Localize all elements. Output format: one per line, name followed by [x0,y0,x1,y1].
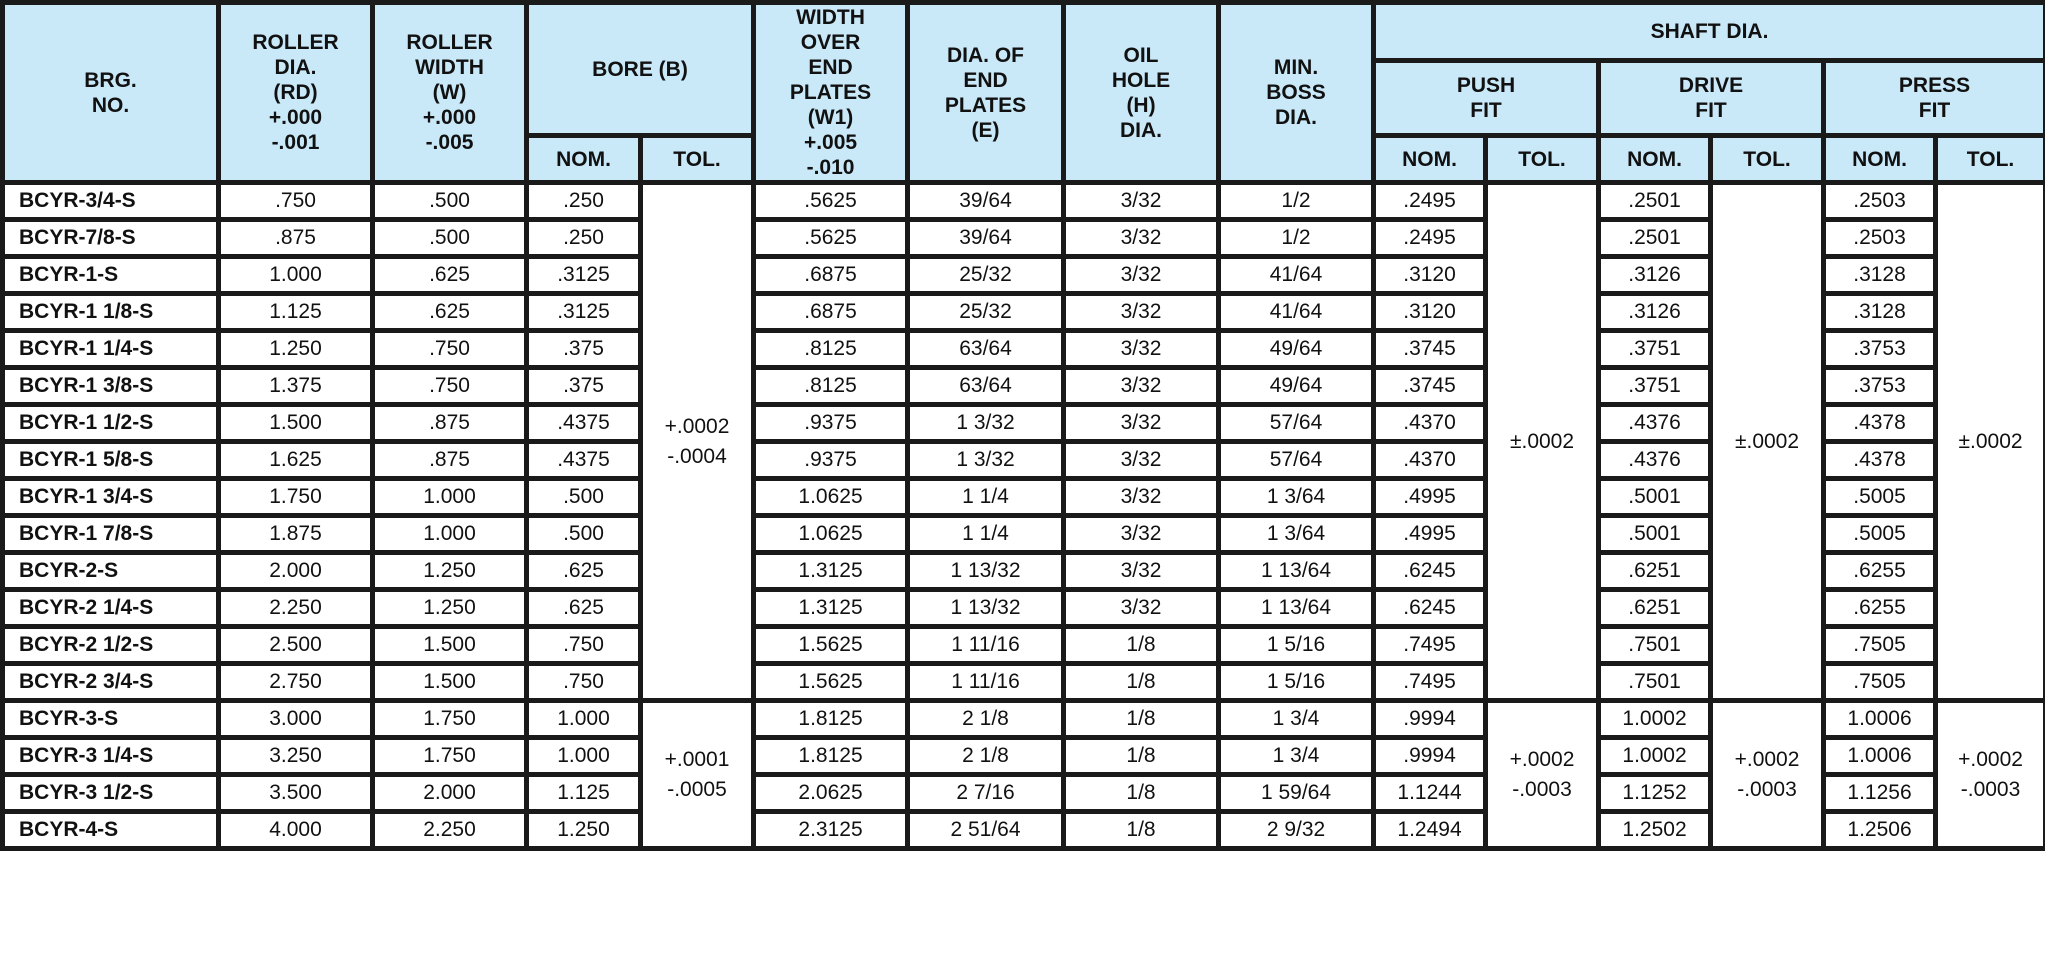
press-fit-tol-group-2-text: +.0002 -.0003 [1958,747,2023,801]
oil-hole-cell: 3/32 [1064,257,1219,294]
width-over-end-plates-cell: 1.8125 [754,738,908,775]
push-fit-nom-cell: 1.2494 [1374,812,1486,849]
width-over-end-plates-cell: 1.3125 [754,553,908,590]
oil-hole-cell: 1/8 [1064,664,1219,701]
roller-width-cell: .875 [373,442,527,479]
min-boss-dia-cell: 1/2 [1219,220,1374,257]
drive-fit-nom-cell: .3126 [1599,294,1711,331]
oil-hole-cell: 3/32 [1064,368,1219,405]
bore-nom-cell: 1.125 [527,775,641,812]
bore-nom-cell: .500 [527,479,641,516]
min-boss-dia-cell: 1 3/4 [1219,701,1374,738]
width-over-end-plates-cell: 1.3125 [754,590,908,627]
push-fit-nom-cell: .3120 [1374,294,1486,331]
drive-fit-nom-cell: .4376 [1599,442,1711,479]
header-brg-no: BRG. NO. [3,3,219,183]
oil-hole-cell: 3/32 [1064,442,1219,479]
bore-nom-cell: .3125 [527,257,641,294]
roller-width-cell: 1.000 [373,516,527,553]
push-fit-tol-group-1 [1486,183,1599,701]
min-boss-dia-cell: 1 3/64 [1219,479,1374,516]
push-fit-nom-cell: .3745 [1374,331,1486,368]
dia-end-plates-cell: 39/64 [908,183,1064,220]
roller-width-cell: 1.500 [373,664,527,701]
dia-end-plates-cell: 1 13/32 [908,553,1064,590]
width-over-end-plates-cell: 1.8125 [754,701,908,738]
roller-dia-cell: .750 [219,183,373,220]
header-dia-of-end-plates: DIA. OF END PLATES (E) [908,3,1064,183]
header-bore: BORE (B) [527,3,754,136]
push-fit-nom-cell: .4370 [1374,405,1486,442]
press-fit-nom-cell: .4378 [1824,442,1936,479]
bore-nom-cell: .3125 [527,294,641,331]
roller-dia-cell: 1.750 [219,479,373,516]
header-press-fit: PRESS FIT [1824,61,2045,136]
table-body [3,183,2045,849]
drive-fit-nom-cell: .2501 [1599,220,1711,257]
dia-end-plates-cell: 1 11/16 [908,664,1064,701]
drive-fit-nom-cell: .3126 [1599,257,1711,294]
width-over-end-plates-cell: .5625 [754,220,908,257]
bearing-number-cell: BCYR-3/4-S [3,183,219,220]
bore-nom-cell: .750 [527,627,641,664]
header-drive-fit: DRIVE FIT [1599,61,1824,136]
roller-width-cell: .750 [373,331,527,368]
drive-fit-nom-cell: 1.2502 [1599,812,1711,849]
roller-width-cell: 2.000 [373,775,527,812]
dia-end-plates-cell: 2 7/16 [908,775,1064,812]
roller-dia-cell: 1.250 [219,331,373,368]
bore-nom-cell: .4375 [527,405,641,442]
table-row [3,701,2045,738]
bore-nom-cell: 1.250 [527,812,641,849]
oil-hole-cell: 1/8 [1064,627,1219,664]
bearing-number-cell: BCYR-1 3/4-S [3,479,219,516]
width-over-end-plates-cell: .9375 [754,442,908,479]
drive-fit-nom-cell: .5001 [1599,479,1711,516]
press-fit-tol-group-1 [1936,183,2045,701]
width-over-end-plates-cell: 1.5625 [754,664,908,701]
press-fit-nom-cell: .3128 [1824,257,1936,294]
min-boss-dia-cell: 57/64 [1219,442,1374,479]
min-boss-dia-cell: 1 5/16 [1219,664,1374,701]
push-fit-nom-cell: .6245 [1374,590,1486,627]
oil-hole-cell: 3/32 [1064,294,1219,331]
min-boss-dia-cell: 1 13/64 [1219,553,1374,590]
width-over-end-plates-cell: .6875 [754,294,908,331]
bearing-number-cell: BCYR-1-S [3,257,219,294]
bearing-number-cell: BCYR-2 3/4-S [3,664,219,701]
push-fit-nom-cell: .7495 [1374,627,1486,664]
push-fit-nom-cell: .4370 [1374,442,1486,479]
header-roller-dia: ROLLER DIA. (RD) +.000 -.001 [219,3,373,183]
width-over-end-plates-cell: 1.0625 [754,516,908,553]
push-fit-nom-cell: 1.1244 [1374,775,1486,812]
roller-dia-cell: 3.500 [219,775,373,812]
bearing-number-cell: BCYR-1 7/8-S [3,516,219,553]
bore-tol-group-1 [641,183,754,701]
header-min-boss-dia: MIN. BOSS DIA. [1219,3,1374,183]
dia-end-plates-cell: 63/64 [908,331,1064,368]
roller-width-cell: 1.000 [373,479,527,516]
bore-nom-cell: .500 [527,516,641,553]
drive-fit-nom-cell: .6251 [1599,553,1711,590]
press-fit-nom-cell: .7505 [1824,664,1936,701]
header-oil-hole: OIL HOLE (H) DIA. [1064,3,1219,183]
bearing-number-cell: BCYR-7/8-S [3,220,219,257]
min-boss-dia-cell: 1 13/64 [1219,590,1374,627]
press-fit-nom-cell: .4378 [1824,405,1936,442]
roller-dia-cell: 2.500 [219,627,373,664]
width-over-end-plates-cell: 2.0625 [754,775,908,812]
push-fit-tol-group-2 [1486,701,1599,849]
roller-dia-cell: 1.500 [219,405,373,442]
drive-fit-nom-cell: 1.0002 [1599,738,1711,775]
bearing-number-cell: BCYR-3 1/2-S [3,775,219,812]
dia-end-plates-cell: 2 1/8 [908,738,1064,775]
dia-end-plates-cell: 2 1/8 [908,701,1064,738]
min-boss-dia-cell: 41/64 [1219,294,1374,331]
width-over-end-plates-cell: .8125 [754,331,908,368]
oil-hole-cell: 3/32 [1064,516,1219,553]
bearing-number-cell: BCYR-2-S [3,553,219,590]
press-fit-nom-cell: .7505 [1824,627,1936,664]
bearing-number-cell: BCYR-1 5/8-S [3,442,219,479]
dia-end-plates-cell: 1 1/4 [908,516,1064,553]
roller-width-cell: .625 [373,294,527,331]
header-push-nom: NOM. [1374,136,1486,183]
roller-dia-cell: 4.000 [219,812,373,849]
press-fit-nom-cell: .2503 [1824,183,1936,220]
roller-width-cell: .750 [373,368,527,405]
press-fit-nom-cell: 1.2506 [1824,812,1936,849]
header-push-tol: TOL. [1486,136,1599,183]
push-fit-nom-cell: .4995 [1374,516,1486,553]
roller-dia-cell: 1.375 [219,368,373,405]
min-boss-dia-cell: 57/64 [1219,405,1374,442]
bore-nom-cell: .625 [527,590,641,627]
drive-fit-tol-group-1-text: ±.0002 [1734,429,1800,453]
oil-hole-cell: 1/8 [1064,775,1219,812]
drive-fit-nom-cell: .7501 [1599,664,1711,701]
roller-dia-cell: 2.250 [219,590,373,627]
header-press-nom: NOM. [1824,136,1936,183]
dia-end-plates-cell: 25/32 [908,294,1064,331]
bearing-number-cell: BCYR-1 1/8-S [3,294,219,331]
drive-fit-nom-cell: 1.0002 [1599,701,1711,738]
roller-dia-cell: 1.875 [219,516,373,553]
oil-hole-cell: 3/32 [1064,331,1219,368]
roller-width-cell: .500 [373,183,527,220]
bore-nom-cell: 1.000 [527,701,641,738]
header-bore-nom: NOM. [527,136,641,183]
bore-nom-cell: .375 [527,368,641,405]
bore-nom-cell: .4375 [527,442,641,479]
push-fit-tol-group-2-text: +.0002 -.0003 [1509,747,1575,801]
press-fit-nom-cell: .3753 [1824,368,1936,405]
min-boss-dia-cell: 1/2 [1219,183,1374,220]
width-over-end-plates-cell: 1.0625 [754,479,908,516]
press-fit-tol-group-2 [1936,701,2045,849]
roller-dia-cell: 1.125 [219,294,373,331]
header-shaft-dia: SHAFT DIA. [1374,3,2045,61]
roller-dia-cell: 2.000 [219,553,373,590]
press-fit-nom-cell: .3753 [1824,331,1936,368]
push-fit-nom-cell: .4995 [1374,479,1486,516]
press-fit-nom-cell: .2503 [1824,220,1936,257]
bore-nom-cell: 1.000 [527,738,641,775]
oil-hole-cell: 1/8 [1064,701,1219,738]
min-boss-dia-cell: 2 9/32 [1219,812,1374,849]
drive-fit-tol-group-2 [1711,701,1824,849]
roller-dia-cell: 2.750 [219,664,373,701]
drive-fit-tol-group-2-text: +.0002 -.0003 [1734,747,1800,801]
oil-hole-cell: 1/8 [1064,738,1219,775]
drive-fit-nom-cell: .4376 [1599,405,1711,442]
bearing-number-cell: BCYR-2 1/4-S [3,590,219,627]
bore-tol-group-2-text: +.0001 -.0005 [664,747,730,801]
bearing-number-cell: BCYR-1 1/2-S [3,405,219,442]
roller-dia-cell: .875 [219,220,373,257]
header-press-tol: TOL. [1936,136,2045,183]
header-roller-width: ROLLER WIDTH (W) +.000 -.005 [373,3,527,183]
roller-dia-cell: 1.000 [219,257,373,294]
push-fit-nom-cell: .3745 [1374,368,1486,405]
press-fit-nom-cell: .3128 [1824,294,1936,331]
drive-fit-nom-cell: 1.1252 [1599,775,1711,812]
dia-end-plates-cell: 63/64 [908,368,1064,405]
header-push-fit: PUSH FIT [1374,61,1599,136]
width-over-end-plates-cell: .9375 [754,405,908,442]
header-width-over-end-plates: WIDTH OVER END PLATES (W1) +.005 -.010 [754,3,908,183]
header-drive-nom: NOM. [1599,136,1711,183]
roller-dia-cell: 1.625 [219,442,373,479]
roller-width-cell: 1.500 [373,627,527,664]
push-fit-nom-cell: .9994 [1374,701,1486,738]
width-over-end-plates-cell: 2.3125 [754,812,908,849]
bore-nom-cell: .750 [527,664,641,701]
roller-width-cell: 2.250 [373,812,527,849]
bore-nom-cell: .250 [527,220,641,257]
drive-fit-nom-cell: .6251 [1599,590,1711,627]
bore-nom-cell: .250 [527,183,641,220]
min-boss-dia-cell: 49/64 [1219,368,1374,405]
width-over-end-plates-cell: .5625 [754,183,908,220]
dia-end-plates-cell: 25/32 [908,257,1064,294]
bore-tol-group-2 [641,701,754,849]
press-fit-tol-group-1-text: ±.0002 [1958,429,2023,453]
press-fit-nom-cell: .5005 [1824,479,1936,516]
width-over-end-plates-cell: .6875 [754,257,908,294]
min-boss-dia-cell: 41/64 [1219,257,1374,294]
oil-hole-cell: 3/32 [1064,183,1219,220]
oil-hole-cell: 3/32 [1064,405,1219,442]
table-header [3,3,2045,183]
oil-hole-cell: 3/32 [1064,590,1219,627]
oil-hole-cell: 1/8 [1064,812,1219,849]
press-fit-nom-cell: 1.0006 [1824,701,1936,738]
width-over-end-plates-cell: .8125 [754,368,908,405]
dia-end-plates-cell: 2 51/64 [908,812,1064,849]
drive-fit-nom-cell: .3751 [1599,331,1711,368]
bearing-number-cell: BCYR-4-S [3,812,219,849]
oil-hole-cell: 3/32 [1064,479,1219,516]
bearing-number-cell: BCYR-3-S [3,701,219,738]
roller-width-cell: 1.750 [373,738,527,775]
push-fit-nom-cell: .9994 [1374,738,1486,775]
roller-width-cell: 1.250 [373,553,527,590]
dia-end-plates-cell: 39/64 [908,220,1064,257]
drive-fit-nom-cell: .2501 [1599,183,1711,220]
roller-width-cell: 1.750 [373,701,527,738]
bore-tol-group-1-text: +.0002 -.0004 [664,414,730,468]
roller-width-cell: .625 [373,257,527,294]
roller-width-cell: .875 [373,405,527,442]
press-fit-nom-cell: .6255 [1824,590,1936,627]
min-boss-dia-cell: 1 3/4 [1219,738,1374,775]
press-fit-nom-cell: .6255 [1824,553,1936,590]
header-bore-tol: TOL. [641,136,754,183]
bore-nom-cell: .375 [527,331,641,368]
push-fit-nom-cell: .2495 [1374,220,1486,257]
push-fit-nom-cell: .3120 [1374,257,1486,294]
push-fit-nom-cell: .7495 [1374,664,1486,701]
press-fit-nom-cell: 1.0006 [1824,738,1936,775]
oil-hole-cell: 3/32 [1064,220,1219,257]
header-drive-tol: TOL. [1711,136,1824,183]
dia-end-plates-cell: 1 3/32 [908,405,1064,442]
roller-dia-cell: 3.000 [219,701,373,738]
table-row [3,183,2045,220]
roller-dia-cell: 3.250 [219,738,373,775]
dia-end-plates-cell: 1 11/16 [908,627,1064,664]
push-fit-tol-group-1-text: ±.0002 [1509,429,1575,453]
drive-fit-nom-cell: .5001 [1599,516,1711,553]
width-over-end-plates-cell: 1.5625 [754,627,908,664]
drive-fit-tol-group-1 [1711,183,1824,701]
min-boss-dia-cell: 49/64 [1219,331,1374,368]
roller-width-cell: 1.250 [373,590,527,627]
oil-hole-cell: 3/32 [1064,553,1219,590]
press-fit-nom-cell: .5005 [1824,516,1936,553]
drive-fit-nom-cell: .3751 [1599,368,1711,405]
bearing-number-cell: BCYR-1 1/4-S [3,331,219,368]
dia-end-plates-cell: 1 3/32 [908,442,1064,479]
bearing-number-cell: BCYR-1 3/8-S [3,368,219,405]
dia-end-plates-cell: 1 13/32 [908,590,1064,627]
min-boss-dia-cell: 1 59/64 [1219,775,1374,812]
bore-nom-cell: .625 [527,553,641,590]
push-fit-nom-cell: .6245 [1374,553,1486,590]
press-fit-nom-cell: 1.1256 [1824,775,1936,812]
roller-width-cell: .500 [373,220,527,257]
min-boss-dia-cell: 1 3/64 [1219,516,1374,553]
dia-end-plates-cell: 1 1/4 [908,479,1064,516]
push-fit-nom-cell: .2495 [1374,183,1486,220]
bearing-number-cell: BCYR-2 1/2-S [3,627,219,664]
bearing-number-cell: BCYR-3 1/4-S [3,738,219,775]
min-boss-dia-cell: 1 5/16 [1219,627,1374,664]
drive-fit-nom-cell: .7501 [1599,627,1711,664]
